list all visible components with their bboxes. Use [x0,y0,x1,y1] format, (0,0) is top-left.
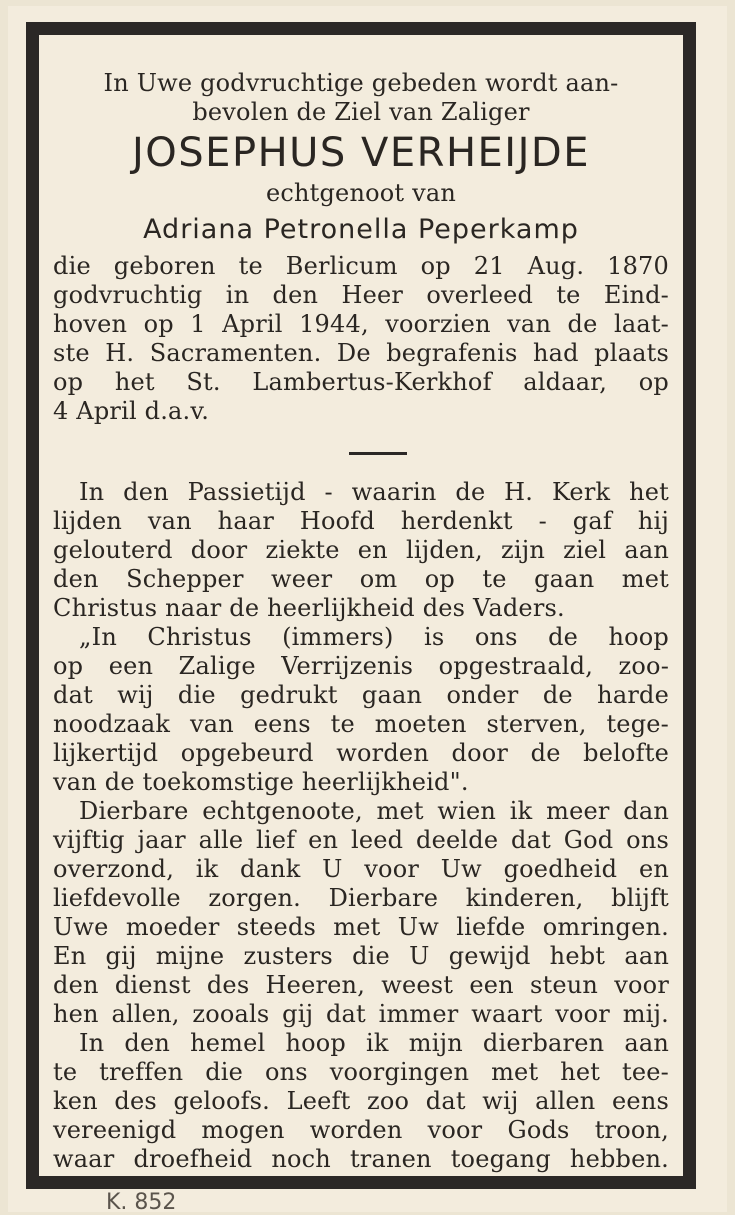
relation-text: echtgenoot van [265,179,457,207]
text-line: lijden van haar Hoofd herdenkt - gaf hij [53,507,669,535]
black-border-frame [26,22,696,1189]
print-code: K. 852 [106,1190,177,1215]
divider-rule [349,452,407,455]
text-line: van de toekomstige heerlijkheid". [53,768,469,796]
deceased-name: JOSEPHUS VERHEIJDE [132,130,590,176]
spouse-name: Adriana Petronella Peperkamp [143,214,579,245]
bio-line: godvruchtig in den Heer overleed te Eind- [53,281,669,309]
text-line: Dierbare echtgenoote, met wien ik meer dan [79,797,669,825]
text-line: dat wij die gedrukt gaan onder de harde [53,681,669,709]
bio-line: die geboren te Berlicum op 21 Aug. 1870 [53,252,669,280]
text-line: ken des geloofs. Leeft zoo dat wij allen eens [53,1087,669,1115]
text-line: waar droefheid noch tranen toegang hebben. [53,1145,669,1173]
text-line: In den Passietijd - waarin de H. Kerk het [79,478,669,506]
text-line: noodzaak van eens te moeten sterven, tege- [53,710,669,738]
bio-line: op het St. Lambertus-Kerkhof aldaar, op [53,368,669,396]
bio-line: 4 April d.a.v. [53,397,210,425]
intro-line-1: In Uwe godvruchtige gebeden wordt aan- [103,69,619,97]
text-line: liefdevolle zorgen. Dierbare kinderen, blijft [53,884,669,912]
text-line: den dienst des Heeren, weest een steun voor [53,971,669,999]
text-line: hen allen, zooals gij dat immer waart voor mij. [53,1000,669,1028]
intro-line-2: bevolen de Ziel van Zaliger [192,98,530,126]
text-line: „In Christus (immers) is ons de hoop [79,623,669,651]
text-line: lijkertijd opgebeurd worden door de belofte [53,739,669,767]
biography [53,252,669,426]
bio-line: hoven op 1 April 1944, voorzien van de laat- [53,310,669,338]
bio-line: ste H. Sacramenten. De begrafenis had plaats [53,339,669,367]
card-text [53,69,669,1174]
text-line: op een Zalige Verrijzenis opgestraald, zoo- [53,652,669,680]
paragraph-heaven [53,1029,669,1174]
paragraph-farewell [53,797,669,1029]
paragraph-quote [53,623,669,797]
text-line: gelouterd door ziekte en lijden, zijn ziel aan [53,536,669,564]
text-line: Uwe moeder steeds met Uw liefde omringen. [53,913,669,941]
text-line: te treffen die ons voorgingen met het tee- [53,1058,669,1086]
text-line: In den hemel hoop ik mijn dierbaren aan [79,1029,669,1057]
text-line: vereenigd mogen worden voor Gods troon, [53,1116,669,1144]
divider [53,426,669,478]
paragraph-passion [53,478,669,623]
text-line: vijftig jaar alle lief en leed deelde dat God ons [53,826,669,854]
text-line: Christus naar de heerlijkheid des Vaders. [53,594,565,622]
text-line: En gij mijne zusters die U gewijd hebt aan [53,942,669,970]
text-line: overzond, ik dank U voor Uw goedheid en [53,855,669,883]
text-line: den Schepper weer om op te gaan met [53,565,669,593]
